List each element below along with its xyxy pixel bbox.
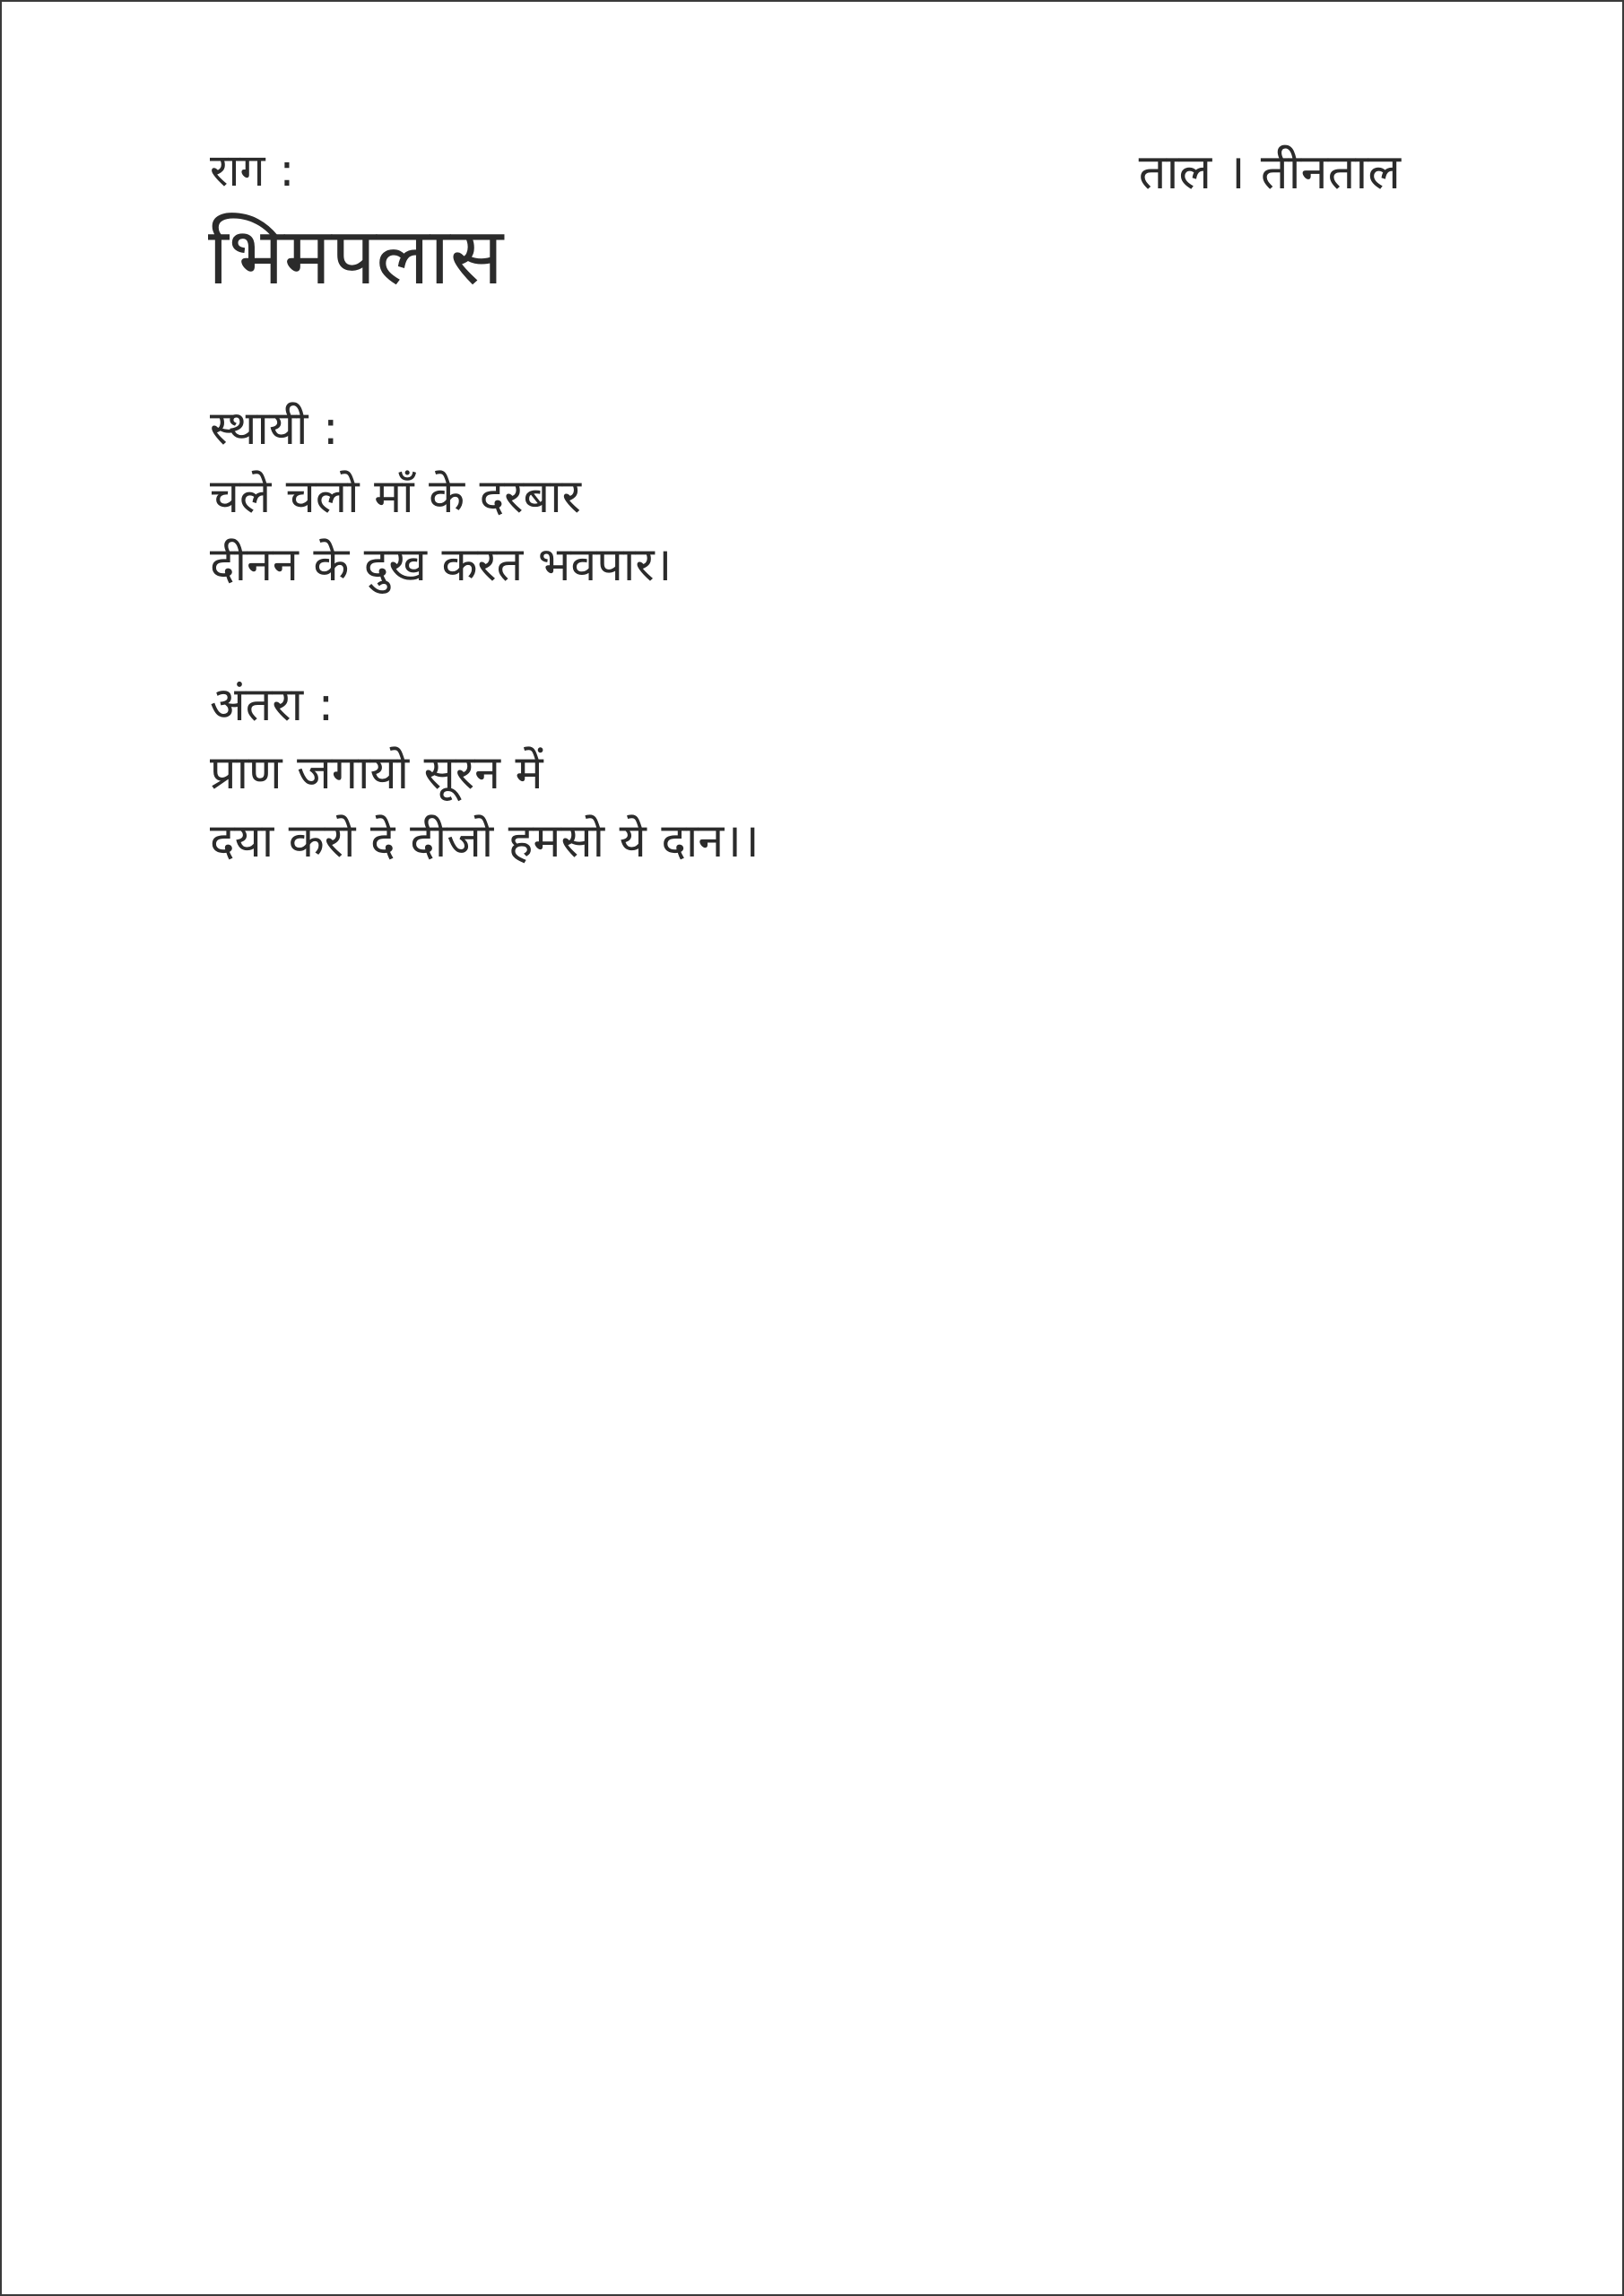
antara-line-1: प्राण जगायो सूरन में	[210, 746, 543, 800]
antara-line-2: दया करो दे दीजो हमसो ये दान।।	[210, 814, 760, 868]
taal-label: ताल । तीनताल	[1138, 144, 1401, 200]
antara-label: अंतरा :	[210, 678, 334, 732]
sthayi-line-2: दीनन के दुख करत भवपार।	[210, 538, 673, 592]
sthayi-line-1: चले चलो माँ के दरबार	[210, 470, 581, 524]
antara-section	[210, 671, 760, 875]
raag-label: राग :	[210, 144, 295, 196]
sthayi-section	[210, 395, 672, 599]
raag-name: भिमपलास	[208, 210, 504, 302]
sthayi-label: स्थायी :	[210, 402, 339, 456]
